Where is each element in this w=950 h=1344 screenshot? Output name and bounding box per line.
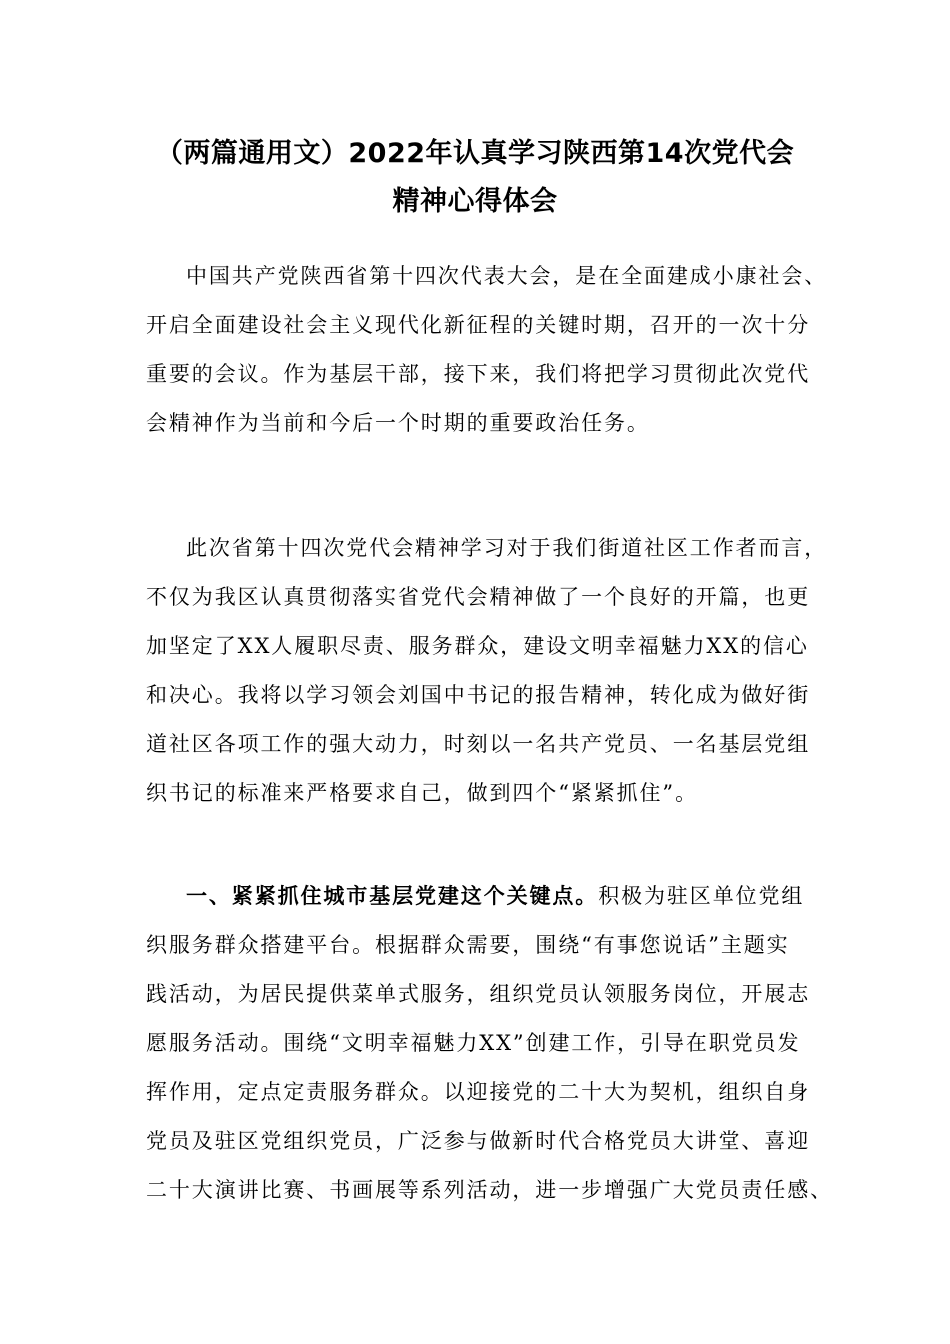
paragraph-line: 织服务群众搭建平台。根据群众需要，围绕“有事您说话”主题实: [146, 933, 790, 957]
paragraph-line: 党员及驻区党组织党员，广泛参与做新时代合格党员大讲堂、喜迎: [146, 1129, 811, 1153]
document-title-line-1: （两篇通用文）2022年认真学习陕西第14次党代会: [155, 138, 795, 169]
document-title-line-2: 精神心得体会: [392, 186, 558, 217]
paragraph-line: 践活动，为居民提供菜单式服务，组织党员认领服务岗位，开展志: [146, 982, 811, 1006]
paragraph-line: 加坚定了XX人履职尽责、服务群众，建设文明幸福魅力XX的信心: [146, 634, 809, 658]
paragraph-line: 会精神作为当前和今后一个时期的重要政治任务。: [146, 411, 650, 435]
paragraph-line: [146, 872, 826, 921]
paragraph-line: 中国共产党陕西省第十四次代表大会，是在全面建成小康社会、: [186, 264, 828, 288]
paragraph-section-one: [146, 872, 833, 1215]
paragraph-line: 重要的会议。作为基层干部，接下来，我们将把学习贯彻此次党代: [146, 362, 811, 386]
paragraph-line: 和决心。我将以学习领会刘国中书记的报告精神，转化成为做好街: [146, 683, 811, 707]
paragraph-line: 挥作用，定点定责服务群众。以迎接党的二十大为契机，组织自身: [146, 1080, 811, 1104]
paragraph-line: 开启全面建设社会主义现代化新征程的关键时期，召开的一次十分: [146, 313, 811, 337]
section-heading: 一、紧紧抓住城市基层党建这个关键点。: [186, 884, 599, 908]
paragraph-line: 二十大演讲比赛、书画展等系列活动，进一步增强广大党员责任感、: [146, 1178, 833, 1202]
paragraph-line: 道社区各项工作的强大动力，时刻以一名共产党员、一名基层党组: [146, 732, 811, 756]
paragraph-line: 此次省第十四次党代会精神学习对于我们街道社区工作者而言，: [186, 536, 828, 560]
paragraph-line: 愿服务活动。围绕“文明幸福魅力XX”创建工作，引导在职党员发: [146, 1031, 801, 1055]
paragraph-line: 织书记的标准来严格要求自己，做到四个“紧紧抓住”。: [146, 781, 698, 805]
paragraph-intro: [146, 252, 826, 448]
paragraph-line: 不仅为我区认真贯彻落实省党代会精神做了一个良好的开篇，也更: [146, 585, 811, 609]
paragraph-text: 积极为驻区单位党组: [598, 884, 805, 908]
paragraph-study: [146, 524, 826, 818]
